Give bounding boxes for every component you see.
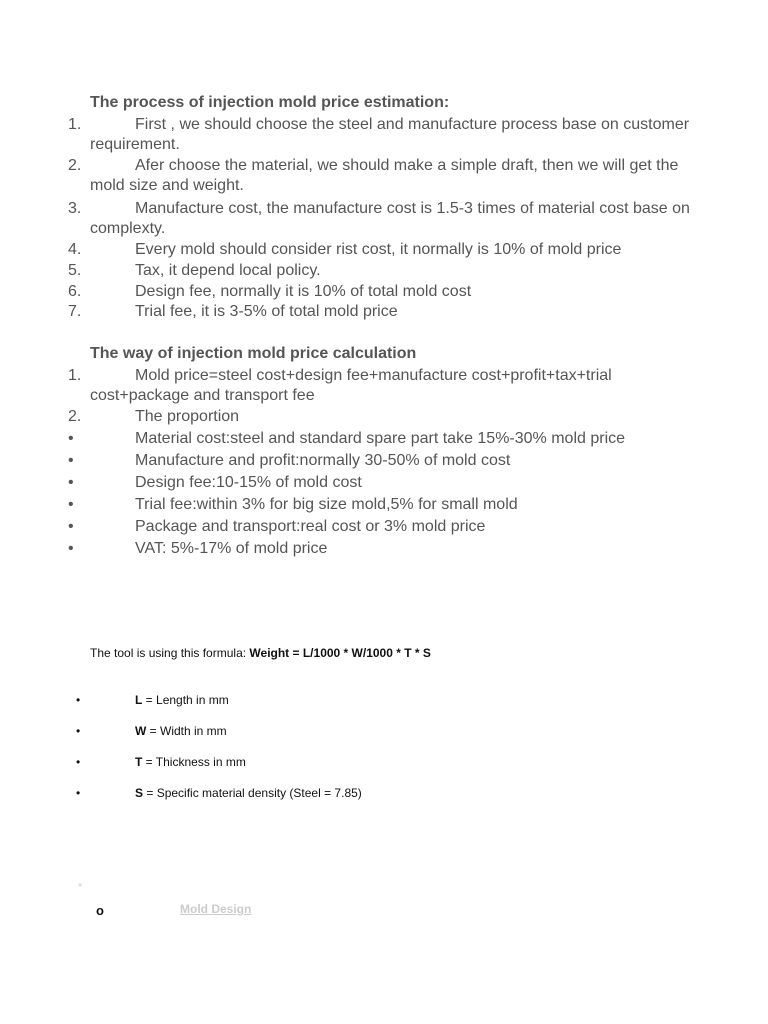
item-number: 5.	[68, 262, 82, 279]
item-text: Design fee, normally it is 10% of total mold cost	[135, 283, 472, 300]
item-text: Afer choose the material, we should make a simple draft, then we will get the mold size and weight.	[90, 157, 679, 194]
bullet-icon: •	[76, 786, 81, 800]
bullet-text: Package and transport:real cost or 3% mold price	[135, 518, 486, 535]
weight-formula	[90, 646, 431, 660]
proportion-bullet-1	[68, 429, 625, 449]
item-number: 2.	[68, 408, 82, 425]
bullet-icon: •	[68, 452, 74, 469]
section1-heading: The process of injection mold price estimation:	[90, 94, 450, 111]
item-number: 4.	[68, 241, 82, 258]
item-number: 6.	[68, 283, 82, 300]
section1-item-3	[68, 199, 708, 239]
proportion-bullet-3	[68, 473, 362, 493]
bullet-text: VAT: 5%-17% of mold price	[135, 540, 328, 557]
definition-text: = Specific material density (Steel = 7.85)	[143, 786, 362, 800]
section1-item-7	[68, 302, 708, 322]
definition-density	[76, 786, 362, 800]
proportion-bullet-5	[68, 517, 485, 537]
bullet-text: Material cost:steel and standard spare part take 15%-30% mold price	[135, 430, 626, 447]
section1-item-2	[68, 156, 708, 196]
section1-item-1	[68, 115, 708, 155]
bullet-text: Design fee:10-15% of mold cost	[135, 474, 362, 491]
proportion-bullet-4	[68, 495, 518, 515]
section1-item-4	[68, 240, 708, 260]
definition-symbol: S	[135, 786, 144, 800]
definition-symbol: W	[135, 724, 147, 738]
formula-prefix: The tool is using this formula:	[90, 646, 250, 660]
definition-symbol: T	[135, 755, 143, 769]
faint-bullet-icon: •	[78, 878, 83, 892]
proportion-bullet-6	[68, 539, 327, 559]
definition-text: = Width in mm	[146, 724, 227, 738]
bullet-icon: •	[68, 474, 74, 491]
item-text: The proportion	[135, 408, 240, 425]
item-number: 3.	[68, 200, 82, 217]
definition-width	[76, 724, 227, 738]
item-text: Mold price=steel cost+design fee+manufacture cost+profit+tax+trial cost+package and transport fee	[90, 367, 612, 404]
definition-text: = Thickness in mm	[142, 755, 246, 769]
item-text: First , we should choose the steel and manufacture process base on customer requirement.	[90, 116, 690, 153]
section1-item-5	[68, 261, 708, 281]
section2-item-1	[68, 366, 708, 406]
bullet-icon: •	[76, 755, 81, 769]
bullet-icon: •	[76, 724, 81, 738]
section2-heading: The way of injection mold price calculation	[90, 345, 417, 362]
bullet-icon: •	[68, 518, 74, 535]
mold-design-link[interactable]: Mold Design	[180, 902, 252, 916]
bullet-text: Manufacture and profit:normally 30-50% of mold cost	[135, 452, 511, 469]
formula-expression: Weight = L/1000 * W/1000 * T * S	[249, 646, 431, 660]
proportion-bullet-2	[68, 451, 510, 471]
bullet-icon: •	[68, 496, 74, 513]
section1-item-6	[68, 282, 708, 302]
definition-length	[76, 693, 229, 707]
item-text: Trial fee, it is 3-5% of total mold price	[135, 303, 398, 320]
bullet-text: Trial fee:within 3% for big size mold,5% for small mold	[135, 496, 518, 513]
bullet-icon: •	[68, 540, 74, 557]
bullet-icon: •	[76, 693, 81, 707]
item-text: Tax, it depend local policy.	[135, 262, 321, 279]
item-text: Manufacture cost, the manufacture cost is 1.5-3 times of material cost base on complexty.	[90, 200, 690, 237]
item-number: 1.	[68, 116, 82, 133]
section2-item-2	[68, 407, 708, 427]
definition-thickness	[76, 755, 246, 769]
circle-bullet-icon: o	[96, 903, 104, 918]
definition-text: = Length in mm	[142, 693, 229, 707]
definition-symbol: L	[135, 693, 143, 707]
bullet-icon: •	[68, 430, 74, 447]
item-text: Every mold should consider rist cost, it normally is 10% of mold price	[135, 241, 622, 258]
item-number: 1.	[68, 367, 82, 384]
item-number: 7.	[68, 303, 82, 320]
item-number: 2.	[68, 157, 82, 174]
